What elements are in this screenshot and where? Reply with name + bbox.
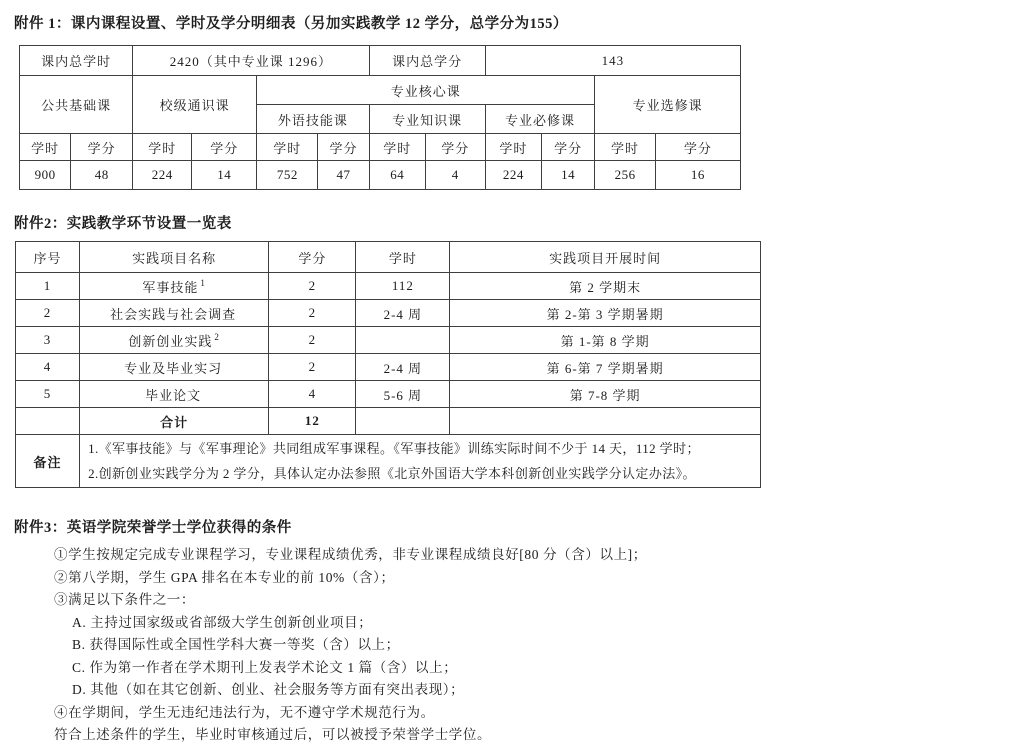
cell-no: 3: [16, 327, 80, 354]
cell-sub-required: 专业必修课: [485, 105, 595, 134]
cell-project-name: [80, 300, 269, 327]
project-name: 专业及毕业实习: [124, 360, 223, 376]
cell-value: 256: [595, 161, 656, 190]
col-header-project-name: 实践项目名称: [80, 242, 269, 273]
cell-cat-public: 公共基础课: [20, 76, 133, 134]
table-row: [16, 300, 761, 327]
remark-row: [16, 435, 761, 488]
cell-schedule: 第 2 学期末: [450, 273, 761, 300]
condition-line: A. 主持过国家级或省部级大学生创新创业项目；: [72, 614, 373, 630]
cell-sub-knowledge: 专业知识课: [369, 105, 485, 134]
cell-project-name: [80, 327, 269, 354]
cell-unit: 学分: [655, 134, 740, 161]
cell-unit: 学分: [541, 134, 594, 161]
cell-credits: 2: [269, 354, 356, 381]
project-name: 社会实践与社会调查: [110, 306, 237, 322]
cell-unit: 学时: [133, 134, 192, 161]
remark-line-1: 1.《军事技能》与《军事理论》共同组成军事课程。《军事技能》训练实际时间不少于 14 天，112 学时；: [88, 441, 700, 456]
remark-line-2: 2.创新创业实践学分为 2 学分，具体认定办法参照《北京外国语大学本科创新创业实践学分认定办法》。: [88, 466, 696, 481]
cell-value: 64: [369, 161, 425, 190]
attachment3-section: [14, 516, 1010, 747]
col-header-no: 序号: [16, 242, 80, 273]
cell-unit: 学时: [485, 134, 541, 161]
cell-schedule: 第 2-第 3 学期暑期: [450, 300, 761, 327]
cell-unit: 学时: [257, 134, 318, 161]
cell-value: 4: [425, 161, 485, 190]
condition-line: C. 作为第一作者在学术期刊上发表学术论文 1 篇（含）以上；: [72, 659, 458, 675]
cell-total-hours-value: 2420（其中专业课 1296）: [133, 46, 369, 76]
cell-sub-language: 外语技能课: [257, 105, 369, 134]
cell-value: 224: [485, 161, 541, 190]
cell-credits: 2: [269, 273, 356, 300]
cell-unit: 学时: [369, 134, 425, 161]
cell-total-credits-label: 课内总学分: [369, 46, 485, 76]
cell-cat-core: 专业核心课: [257, 76, 595, 105]
condition-line: ④在学期间，学生无违纪违法行为，无不遵守学术规范行为。: [54, 704, 435, 720]
cell-credits: 4: [269, 381, 356, 408]
condition-line: ①学生按规定完成专业课程学习，专业课程成绩优秀，非专业课程成绩良好[80 分（含）以上]；: [54, 547, 647, 562]
cell-no: 5: [16, 381, 80, 408]
cell-empty: [450, 408, 761, 435]
total-row: [16, 408, 761, 435]
cell-total-credits: 12: [269, 408, 356, 435]
cell-total-hours-label: 课内总学时: [20, 46, 133, 76]
cell-cat-elective: 专业选修课: [595, 76, 741, 134]
cell-project-name: [80, 381, 269, 408]
table-row: [20, 46, 741, 76]
cell-hours: 5-6 周: [356, 381, 450, 408]
table-row: [20, 134, 741, 161]
cell-unit: 学时: [20, 134, 71, 161]
condition-line: D. 其他（如在其它创新、创业、社会服务等方面有突出表现）；: [72, 682, 465, 697]
footnote-marker: 1: [200, 278, 206, 289]
cell-unit: 学分: [425, 134, 485, 161]
attachment2-table: [15, 241, 761, 488]
cell-unit: 学分: [192, 134, 257, 161]
attachment2-title: 附件2：实践教学环节设置一览表: [14, 216, 232, 232]
attachment1-table: [19, 45, 741, 190]
cell-credits: 2: [269, 300, 356, 327]
cell-total-label: 合计: [80, 408, 269, 435]
cell-unit: 学分: [71, 134, 133, 161]
table-header-row: [16, 242, 761, 273]
cell-value: 14: [541, 161, 594, 190]
col-header-hours: 学时: [356, 242, 450, 273]
cell-total-credits-value: 143: [485, 46, 740, 76]
cell-value: 900: [20, 161, 71, 190]
cell-no: 2: [16, 300, 80, 327]
condition-line: 符合上述条件的学生，毕业时审核通过后，可以被授予荣誉学士学位。: [54, 727, 492, 742]
cell-hours: 2-4 周: [356, 354, 450, 381]
cell-value: 752: [257, 161, 318, 190]
cell-value: 47: [318, 161, 369, 190]
condition-line: B. 获得国际性或全国性学科大赛一等奖（含）以上；: [72, 637, 400, 652]
project-name: 创新创业实践: [128, 333, 213, 349]
cell-value: 16: [655, 161, 740, 190]
cell-schedule: 第 7-8 学期: [450, 381, 761, 408]
table-row: [20, 76, 741, 105]
project-name: 毕业论文: [145, 387, 202, 403]
cell-no: 1: [16, 273, 80, 300]
cell-credits: 2: [269, 327, 356, 354]
cell-remark-label: 备注: [16, 435, 80, 488]
cell-project-name: [80, 354, 269, 381]
project-name: 军事技能: [142, 279, 199, 295]
cell-hours: [356, 327, 450, 354]
cell-value: 14: [192, 161, 257, 190]
cell-cat-general: 校级通识课: [133, 76, 257, 134]
cell-schedule: 第 1-第 8 学期: [450, 327, 761, 354]
cell-unit: 学分: [318, 134, 369, 161]
cell-value: 48: [71, 161, 133, 190]
attachment3-title: 附件3：英语学院荣誉学士学位获得的条件: [14, 520, 292, 536]
cell-empty: [356, 408, 450, 435]
col-header-credits: 学分: [269, 242, 356, 273]
cell-hours: 112: [356, 273, 450, 300]
table-row: [20, 161, 741, 190]
cell-unit: 学时: [595, 134, 656, 161]
cell-project-name: [80, 273, 269, 300]
condition-line: ③满足以下条件之一：: [54, 592, 195, 607]
cell-schedule: 第 6-第 7 学期暑期: [450, 354, 761, 381]
cell-value: 224: [133, 161, 192, 190]
table-row: [16, 381, 761, 408]
cell-hours: 2-4 周: [356, 300, 450, 327]
cell-remark-content: [80, 435, 761, 488]
attachment1-title: 附件 1：课内课程设置、学时及学分明细表（另加实践教学 12 学分，总学分为155）: [14, 16, 568, 32]
table-row: [16, 327, 761, 354]
footnote-marker: 2: [214, 332, 220, 343]
cell-empty: [16, 408, 80, 435]
cell-no: 4: [16, 354, 80, 381]
table-row: [16, 273, 761, 300]
table-row: [16, 354, 761, 381]
condition-line: ②第八学期，学生 GPA 排名在本专业的前 10%（含）；: [54, 569, 395, 585]
col-header-schedule: 实践项目开展时间: [450, 242, 761, 273]
